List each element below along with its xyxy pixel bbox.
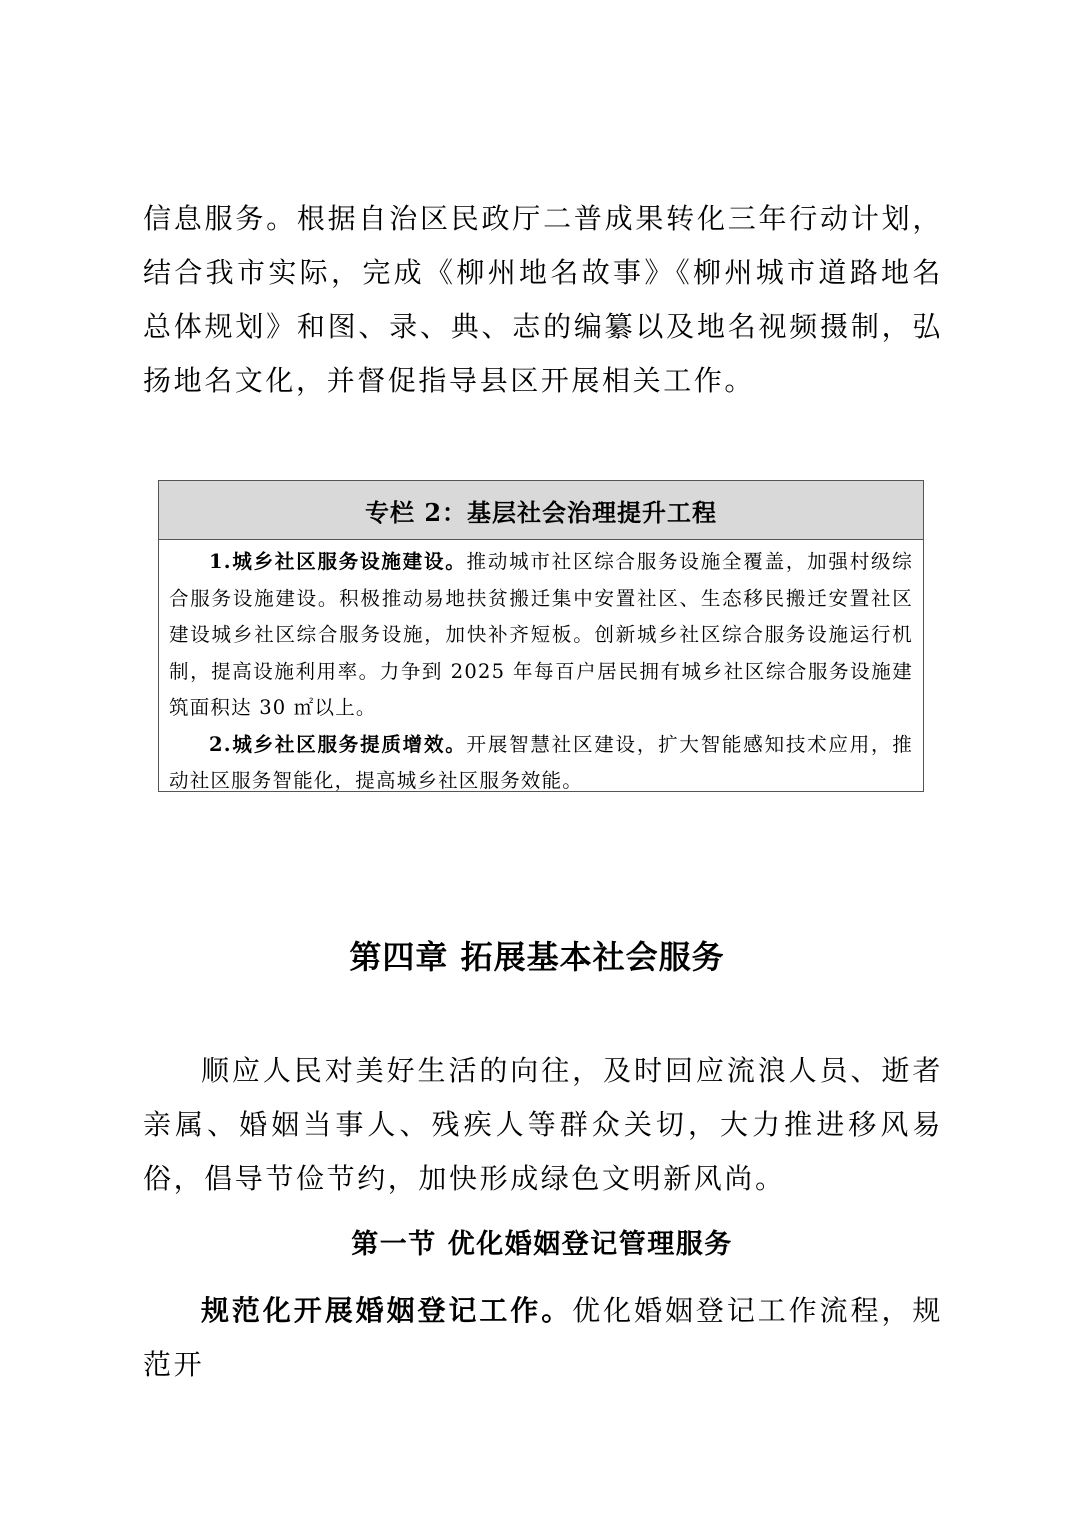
column-box-item: [169, 544, 913, 727]
column-box-item-text: 开展智慧社区建设，扩大智能感知技术应用，推动社区服务智能化，提高城乡社区服务效能。: [169, 732, 913, 792]
last-paragraph-lead: 规范化开展婚姻登记工作。: [201, 1294, 573, 1327]
column-box-item: [169, 727, 913, 800]
section-title: 第一节 优化婚姻登记管理服务: [351, 1229, 733, 1260]
last-paragraph: [143, 1284, 943, 1392]
column-box-body: [159, 540, 923, 800]
chapter-intro-paragraph: 顺应人民对美好生活的向往，及时回应流浪人员、逝者亲属、婚姻当事人、残疾人等群众关切，大力推进移风易俗，倡导节俭节约，加快形成绿色文明新风尚。: [143, 1054, 943, 1195]
body-paragraph: 信息服务。根据自治区民政厅二普成果转化三年行动计划，结合我市实际，完成《柳州地名故事》《柳州城市道路地名总体规划》和图、录、典、志的编纂以及地名视频摄制，弘扬地名文化，并督促指导县区开展相关工作。: [143, 202, 943, 397]
column-box-title: 专栏 2：基层社会治理提升工程: [159, 481, 923, 540]
column-box-item-heading: 1.城乡社区服务设施建设。: [209, 550, 467, 573]
column-box-item-heading: 2.城乡社区服务提质增效。: [209, 732, 467, 756]
column-box: [158, 480, 924, 792]
column-box-item-text: 推动城市社区综合服务设施全覆盖，加强村级综合服务设施建设。积极推动易地扶贫搬迁集中安置社区、生态移民搬迁安置社区建设城乡社区综合服务设施，加快补齐短板。创新城乡社区综合服务设施运行机制，提高设施利用率。力争到 2025 年每百户居民拥有城乡社区综合服务设施建筑面积达 30 ㎡以上。: [169, 550, 913, 719]
last-paragraph-text: 优化婚姻登记工作流程，规范开: [143, 1294, 944, 1381]
chapter-title: 第四章 拓展基本社会服务: [349, 938, 725, 976]
